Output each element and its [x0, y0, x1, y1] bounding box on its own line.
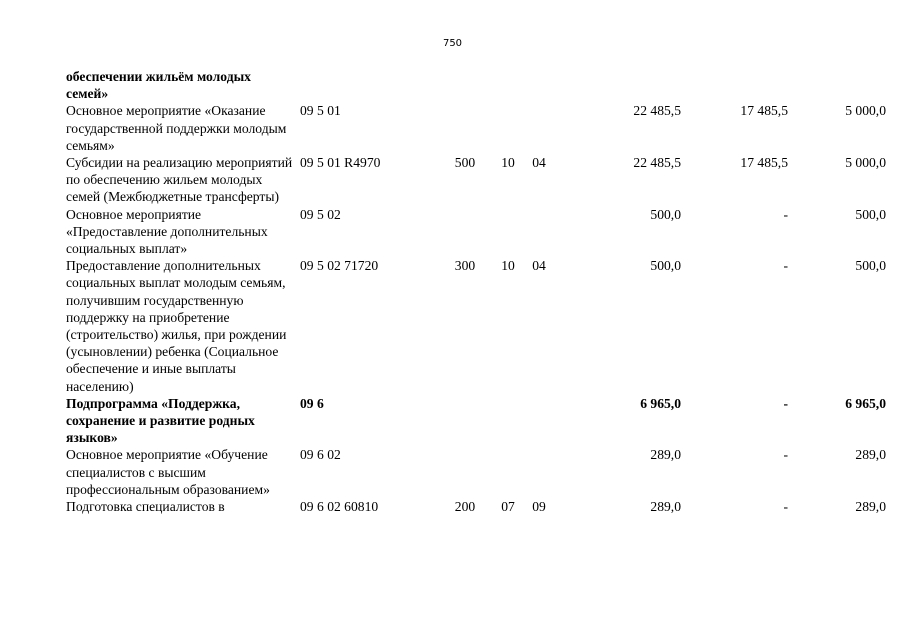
row-code: 09 5 01: [300, 103, 341, 119]
row-section: [492, 102, 524, 154]
table-row: [66, 154, 886, 206]
row-section: [492, 68, 524, 102]
row-total-amount: 289,0: [650, 447, 681, 463]
row-name: Основное мероприятие «Обучение специалистов с высшим профессиональным образованием»: [66, 447, 270, 497]
row-federal-amount: -: [783, 447, 788, 463]
row-federal-amount: 17 485,5: [740, 103, 788, 119]
row-name: обеспечении жильём молодых семей»: [66, 69, 251, 102]
row-name: Основное мероприятие «Предоставление дополнительных социальных выплат»: [66, 206, 268, 257]
row-section: [492, 446, 524, 498]
row-section: [492, 395, 524, 447]
row-expense-type: 200: [454, 499, 476, 515]
row-section: 07: [501, 499, 515, 515]
row-subsection: [524, 395, 554, 447]
row-code: 09 6 02: [300, 447, 341, 463]
row-regional-amount: 6 965,0: [845, 395, 886, 411]
row-total-amount: 22 485,5: [633, 155, 681, 171]
row-total-amount: [554, 68, 681, 102]
table-row: [66, 257, 886, 395]
row-subsection: 09: [532, 499, 546, 515]
table-body: [66, 68, 886, 515]
row-subsection: [524, 102, 554, 154]
row-expense-type: 300: [454, 258, 476, 274]
row-expense-type: [438, 206, 492, 258]
row-subsection: 04: [532, 155, 546, 171]
table-row: [66, 206, 886, 258]
row-federal-amount: [681, 68, 788, 102]
row-subsection: [524, 68, 554, 102]
page-number: 750: [442, 38, 463, 49]
row-federal-amount: -: [783, 206, 788, 222]
row-name: Подготовка специалистов в: [66, 499, 225, 515]
budget-table: [66, 68, 886, 515]
row-code: 09 6: [300, 395, 324, 411]
table-row: [66, 498, 886, 515]
row-federal-amount: -: [783, 395, 788, 411]
row-regional-amount: 5 000,0: [845, 155, 886, 171]
row-name: Основное мероприятие «Оказание государственной поддержки молодым семьям»: [66, 103, 287, 153]
row-expense-type: [438, 446, 492, 498]
row-expense-type: [438, 102, 492, 154]
table-row: [66, 68, 886, 102]
row-expense-type: 500: [454, 155, 476, 171]
row-code: [300, 68, 438, 102]
row-subsection: [524, 206, 554, 258]
row-regional-amount: 5 000,0: [845, 103, 886, 119]
table-row: [66, 446, 886, 498]
row-federal-amount: -: [783, 258, 788, 274]
row-subsection: 04: [532, 258, 546, 274]
row-regional-amount: 500,0: [855, 258, 886, 274]
row-name: Предоставление дополнительных социальных выплат молодым семьям, получившим государственную поддержку на приобретение (строительство) жилья, при рождении (усыновлении) ребенка (Социальное обеспечение и иные выплаты населению): [66, 258, 287, 394]
row-code: 09 6 02 60810: [300, 499, 379, 515]
row-regional-amount: 289,0: [855, 499, 886, 515]
row-federal-amount: 17 485,5: [740, 155, 788, 171]
row-code: 09 5 02: [300, 206, 341, 222]
row-name: Подпрограмма «Поддержка, сохранение и развитие родных языков»: [66, 395, 255, 446]
row-section: 10: [501, 155, 515, 171]
row-section: [492, 206, 524, 258]
row-code: 09 5 02 71720: [300, 258, 379, 274]
row-regional-amount: 500,0: [855, 206, 886, 222]
row-total-amount: 6 965,0: [640, 395, 681, 411]
row-regional-amount: [788, 68, 886, 102]
row-total-amount: 500,0: [650, 258, 681, 274]
row-section: 10: [501, 258, 515, 274]
row-total-amount: 22 485,5: [633, 103, 681, 119]
row-expense-type: [438, 68, 492, 102]
table-row: [66, 102, 886, 154]
row-name: Субсидии на реализацию мероприятий по обеспечению жильем молодых семей (Межбюджетные трансферты): [66, 155, 293, 205]
table-row: [66, 395, 886, 447]
row-regional-amount: 289,0: [855, 447, 886, 463]
row-total-amount: 289,0: [650, 499, 681, 515]
row-expense-type: [438, 395, 492, 447]
row-total-amount: 500,0: [650, 206, 681, 222]
row-federal-amount: -: [783, 499, 788, 515]
row-code: 09 5 01 R4970: [300, 155, 381, 171]
row-subsection: [524, 446, 554, 498]
